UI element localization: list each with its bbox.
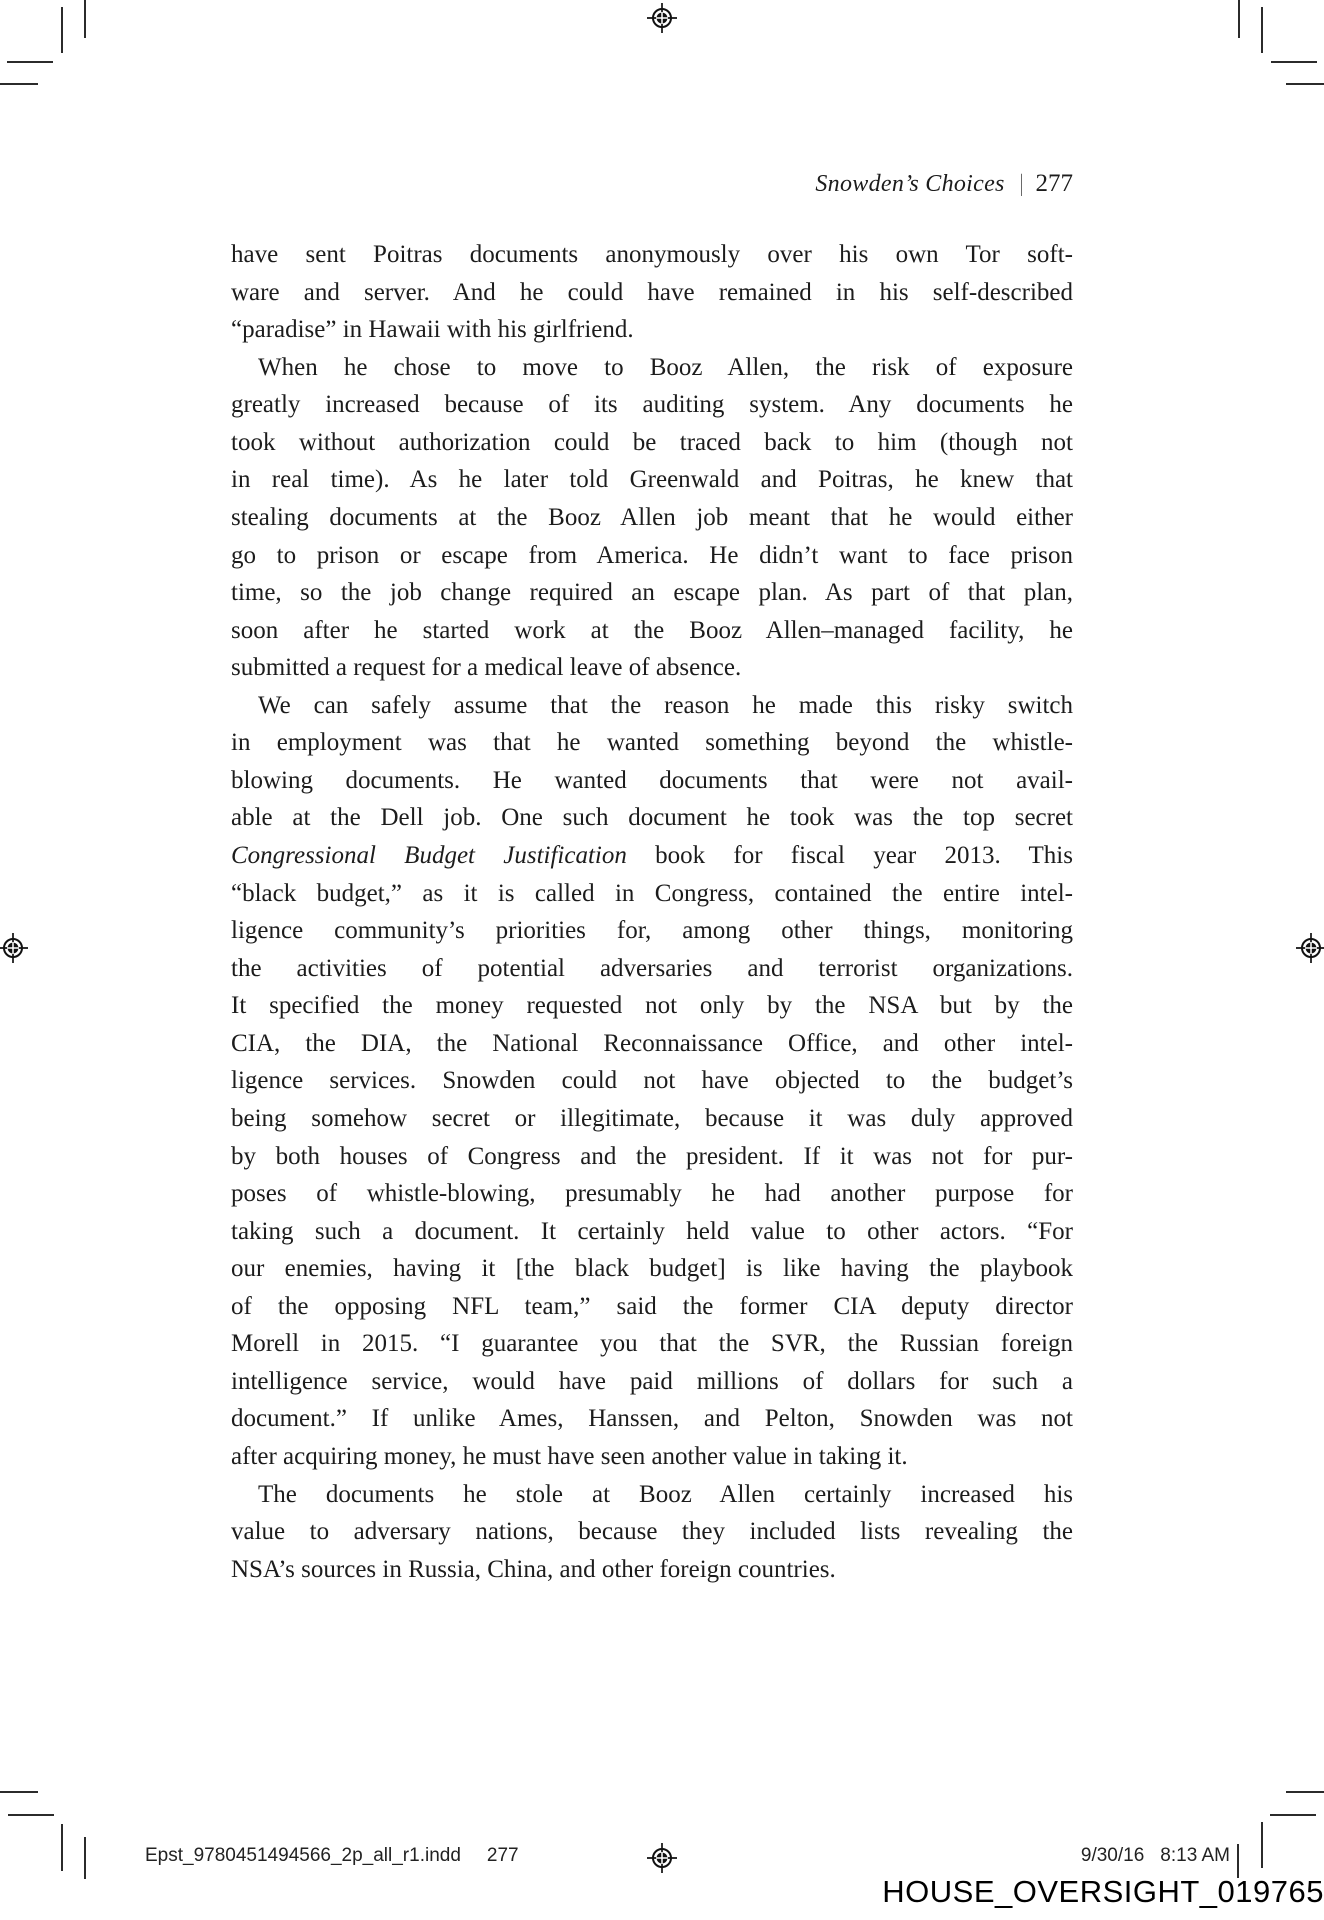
crop-mark: [0, 83, 38, 85]
text-line: poses of whistle-blowing, presumably he had another purpose for: [231, 1180, 1073, 1208]
crop-mark: [0, 1791, 38, 1793]
registration-target-icon: [647, 3, 677, 33]
slug-filename-group: [145, 1845, 519, 1867]
text-line: intelligence service, would have paid millions of dollars for such a: [231, 1367, 1073, 1395]
text-line: NSA’s sources in Russia, China, and other foreign countries.: [231, 1555, 836, 1583]
text-line: greatly increased because of its auditing system. Any documents he: [231, 391, 1073, 419]
text-line: being somehow secret or illegitimate, because it was duly approved: [231, 1104, 1073, 1132]
text-line: time, so the job change required an escape plan. As part of that plan,: [231, 579, 1073, 607]
text-line: soon after he started work at the Booz Allen–managed facility, he: [231, 616, 1073, 644]
text-line: have sent Poitras documents anonymously over his own Tor soft-: [231, 241, 1073, 268]
slug-date: 9/30/16: [1080, 1845, 1145, 1866]
registration-target-icon: [0, 933, 28, 963]
text-line: ligence services. Snowden could not have objected to the budget’s: [231, 1067, 1073, 1095]
text-line: We can safely assume that the reason he made this risky switch: [258, 691, 1073, 719]
text-line: ware and server. And he could have remained in his self-described: [231, 278, 1073, 306]
text-line: of the opposing NFL team,” said the former CIA deputy director: [231, 1292, 1073, 1320]
text-line: go to prison or escape from America. He didn’t want to face prison: [231, 541, 1073, 569]
text-line: It specified the money requested not only by the NSA but by the: [231, 992, 1073, 1020]
text-line: in employment was that he wanted something beyond the whistle-: [231, 729, 1073, 757]
text-line: in real time). As he later told Greenwald and Poitras, he knew that: [231, 466, 1073, 494]
text-segment: book for fiscal year 2013. This: [626, 842, 1073, 869]
crop-mark: [8, 1814, 54, 1816]
header-separator: |: [1019, 171, 1023, 197]
crop-mark: [1271, 61, 1317, 63]
crop-mark: [1261, 7, 1263, 53]
crop-mark: [1270, 1814, 1316, 1816]
footer-slug: [0, 1845, 1324, 1869]
text-line: blowing documents. He wanted documents that were not avail-: [231, 766, 1073, 794]
text-block: [231, 236, 1073, 1588]
crop-mark: [7, 61, 53, 63]
text-line: able at the Dell job. One such document he took was the top secret: [231, 804, 1073, 832]
running-header: [231, 168, 1073, 200]
text-line: the activities of potential adversaries and terrorist organizations.: [231, 954, 1073, 982]
text-line: When he chose to move to Booz Allen, the risk of exposure: [258, 353, 1073, 381]
text-line: The documents he stole at Booz Allen certainly increased his: [258, 1480, 1073, 1508]
slug-datetime-group: [1081, 1845, 1230, 1867]
text-line: taking such a document. It certainly held value to other actors. “For: [231, 1217, 1073, 1245]
slug-time: 8:13 AM: [1160, 1845, 1230, 1866]
text-line: submitted a request for a medical leave of absence.: [231, 654, 742, 682]
crop-mark: [84, 0, 86, 38]
page-number: 277: [1035, 170, 1073, 197]
text-line: Morell in 2015. “I guarantee you that the SVR, the Russian foreign: [231, 1330, 1073, 1358]
chapter-title: Snowden’s Choices: [815, 171, 1005, 197]
slug-page-number: 277: [486, 1845, 519, 1866]
text-line: document.” If unlike Ames, Hanssen, and Pelton, Snowden was not: [231, 1405, 1073, 1433]
crop-mark: [1286, 1791, 1324, 1793]
text-line: stealing documents at the Booz Allen job meant that he would either: [231, 503, 1073, 531]
text-line: “black budget,” as it is called in Congress, contained the entire intel-: [231, 879, 1073, 907]
registration-target-icon: [1296, 933, 1324, 963]
crop-mark: [1286, 83, 1324, 85]
text-line: value to adversary nations, because they included lists revealing the: [231, 1518, 1073, 1546]
text-line: after acquiring money, he must have seen another value in taking it.: [231, 1443, 908, 1470]
crop-mark: [1238, 0, 1240, 38]
text-line: our enemies, having it [the black budget] is like having the playbook: [231, 1255, 1073, 1283]
text-line: took without authorization could be traced back to him (though not: [231, 428, 1073, 456]
text-line: “paradise” in Hawaii with his girlfriend.: [231, 316, 634, 344]
italic-book-title: Congressional Budget Justification: [231, 842, 627, 869]
text-line: CIA, the DIA, the National Reconnaissance Office, and other intel-: [231, 1029, 1073, 1057]
bates-stamp: HOUSE_OVERSIGHT_019765: [882, 1874, 1324, 1909]
text-line: ligence community’s priorities for, among other things, monitoring: [231, 917, 1073, 945]
crop-mark: [61, 7, 63, 53]
slug-filename: Epst_9780451494566_2p_all_r1.indd: [145, 1845, 461, 1866]
text-line: [231, 837, 1073, 875]
text-line: by both houses of Congress and the president. If it was not for pur-: [231, 1142, 1073, 1170]
